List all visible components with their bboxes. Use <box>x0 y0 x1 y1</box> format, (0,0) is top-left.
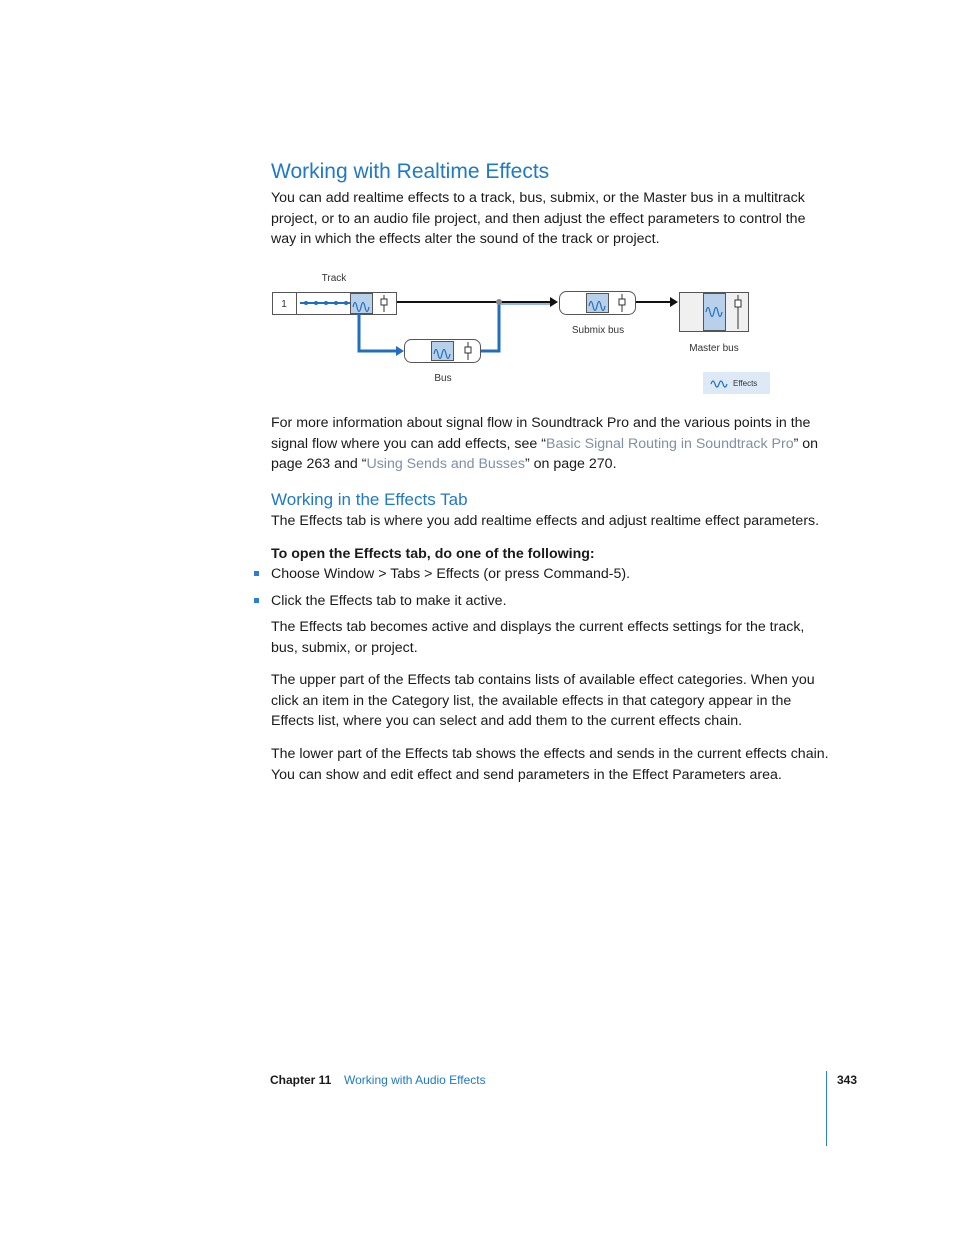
effects-tab-intro: The Effects tab is where you add realtime effects and adjust realtime effect parameters. <box>271 513 820 529</box>
track-label: Track <box>321 273 347 284</box>
paragraph-active: The Effects tab becomes active and displays the current effects settings for the track, bus, submix, or project. <box>271 619 805 656</box>
arrowhead <box>396 346 404 356</box>
track-to-bus-route <box>359 314 398 351</box>
bullet-icon <box>254 598 259 603</box>
footer-chapter: Chapter 11 <box>270 1073 332 1087</box>
page-number: 343 <box>837 1073 858 1087</box>
bus-to-submix-route <box>481 304 499 351</box>
link-basic-signal-routing[interactable]: Basic Signal Routing in Soundtrack Pro <box>545 435 794 452</box>
procedure-title: To open the Effects tab, do one of the following: <box>271 546 595 562</box>
bullet-item: Choose Window > Tabs > Effects (or press Command-5). <box>271 566 631 582</box>
link-using-sends-busses[interactable]: Using Sends and Busses <box>366 456 525 472</box>
junction-dot <box>496 299 502 305</box>
track-dot <box>314 301 318 305</box>
subsection-heading: Working in the Effects Tab <box>271 490 468 509</box>
paragraph-lower: The lower part of the Effects tab shows the effects and sends in the current effects chain. You can show and edit effect and send parameters in the Effect Parameters area. <box>271 746 829 783</box>
arrowhead <box>550 297 558 307</box>
bullet-icon <box>254 571 259 576</box>
master-bus-label: Master bus <box>689 343 739 354</box>
footer-divider <box>826 1071 827 1146</box>
submix-label: Submix bus <box>571 325 625 336</box>
track-dot <box>344 301 348 305</box>
bus-label: Bus <box>434 373 452 384</box>
text-run: ” on page 263 and “ <box>271 435 819 472</box>
track-dot <box>304 301 308 305</box>
footer-chapter-title: Working with Audio Effects <box>344 1073 486 1087</box>
track-dot <box>334 301 338 305</box>
track-number: 1 <box>281 299 287 310</box>
fader-knob <box>465 347 471 353</box>
text-run: For more information about signal flow in Soundtrack Pro and the various points in the signal flow where you can add effects, see “ <box>271 415 811 452</box>
legend-label: Effects <box>733 379 758 388</box>
more-info-paragraph <box>271 413 831 475</box>
track-dot <box>324 301 328 305</box>
text-run: ” on page 270. <box>525 456 617 472</box>
bullet-item: Click the Effects tab to make it active. <box>271 593 507 609</box>
fader-knob <box>735 300 741 307</box>
signal-flow-diagram <box>260 262 780 402</box>
fader-knob <box>381 299 387 305</box>
arrowhead <box>670 297 678 307</box>
fader-knob <box>619 299 625 305</box>
paragraph-upper: The upper part of the Effects tab contains lists of available effect categories. When you click an item in the Category list, the available effects in that category appear in the Effects list, where you can select and add them to the current effects chain. <box>271 672 815 729</box>
intro-paragraph: You can add realtime effects to a track, bus, submix, or the Master bus in a multitrack project, or to an audio file project, and then adjust the effect parameters to control the way in which the effects alter the sound of the track or project. <box>271 190 806 247</box>
section-heading: Working with Realtime Effects <box>271 160 550 183</box>
